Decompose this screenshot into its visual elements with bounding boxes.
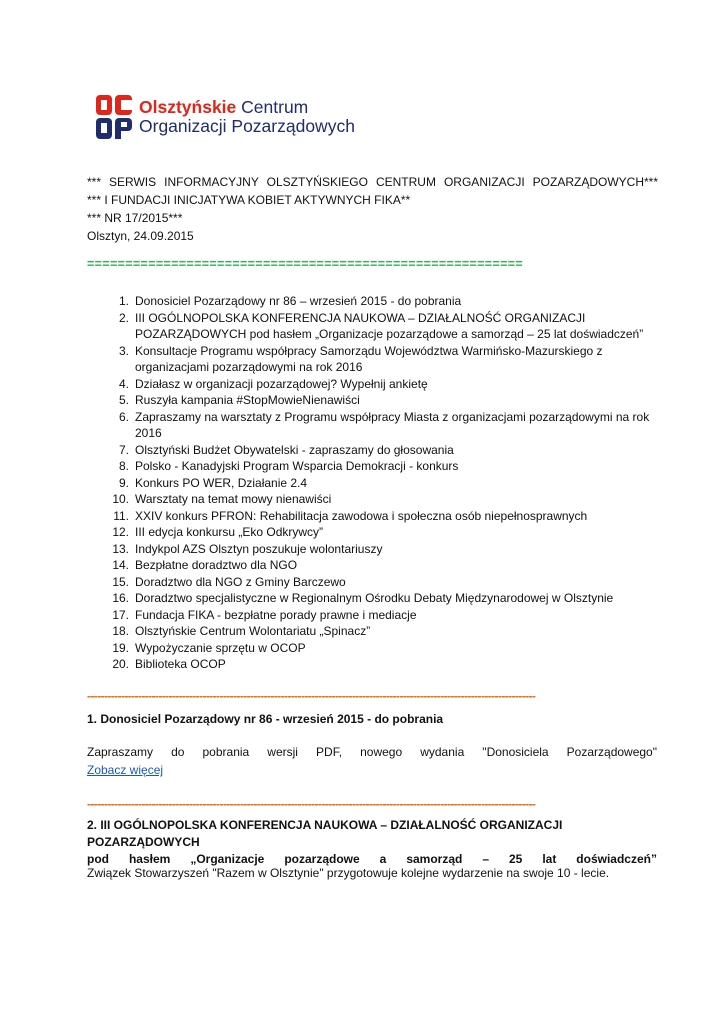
toc-item bbox=[107, 409, 667, 442]
logo-word-olsztynskie: Olsztyńskie bbox=[139, 97, 237, 117]
toc-item-text: Donosiciel Pozarządowy nr 86 – wrzesień 2015 - do pobrania bbox=[135, 294, 462, 308]
toc-item bbox=[107, 392, 667, 409]
toc-item bbox=[107, 376, 667, 393]
toc-item-number: 17. bbox=[112, 607, 129, 622]
toc-item bbox=[107, 557, 667, 574]
toc-item-number: 8. bbox=[118, 459, 129, 473]
toc-item-text: Fundacja FIKA - bezpłatne porady prawne i mediacje bbox=[135, 607, 417, 622]
toc-item bbox=[107, 458, 667, 475]
section-2-title-line-2: pod hasłem „Organizacje pozarządowe a samorząd – 25 lat doświadczeń” bbox=[87, 852, 657, 866]
toc-item-number: 18. bbox=[112, 624, 129, 638]
toc-item-text: Konkurs PO WER, Działanie 2.4 bbox=[135, 475, 308, 490]
toc-item-number: 1. bbox=[118, 294, 129, 308]
logo-line-2: Organizacji Pozarządowych bbox=[139, 116, 355, 136]
section-1-body bbox=[87, 743, 657, 779]
toc-item bbox=[107, 607, 667, 624]
equals-separator: ========================================================= bbox=[87, 257, 524, 271]
header-line-3: *** NR 17/2015*** bbox=[87, 211, 183, 225]
toc-item-number: 19. bbox=[112, 640, 129, 655]
toc-item-number: 6. bbox=[118, 409, 129, 424]
header-date: Olsztyn, 24.09.2015 bbox=[87, 229, 194, 243]
section-2-title-line-1: 2. III OGÓLNOPOLSKA KONFERENCJA NAUKOWA – DZIAŁALNOŚĆ ORGANIZACJI POZARZĄDOWYCH bbox=[87, 818, 563, 849]
toc-item-number: 4. bbox=[118, 376, 129, 391]
toc-item-number: 9. bbox=[118, 475, 129, 490]
toc-item bbox=[107, 293, 667, 310]
toc-item-text: XXIV konkurs PFRON: Rehabilitacja zawodowa i społeczna osób niepełnosprawnych bbox=[135, 508, 588, 523]
toc-item-number: 20. bbox=[112, 657, 129, 671]
toc-item bbox=[107, 442, 667, 459]
logo-wordmark bbox=[139, 98, 355, 136]
toc-item-number: 2. bbox=[118, 310, 129, 325]
toc-item-text: Doradztwo specjalistyczne w Regionalnym Ośrodku Debaty Międzynarodowej w Olsztynie bbox=[135, 591, 614, 605]
toc-item-text: Olsztyńskie Centrum Wolontariatu „Spinacz” bbox=[135, 624, 371, 638]
header-line-2: *** I FUNDACJI INICJATYWA KOBIET AKTYWNYCH FIKA** bbox=[87, 193, 411, 207]
toc-item-text: Indykpol AZS Olsztyn poszukuje wolontariuszy bbox=[135, 541, 383, 556]
toc-item bbox=[107, 310, 667, 343]
toc-item bbox=[107, 590, 667, 607]
logo-word-centrum: Centrum bbox=[241, 97, 309, 117]
toc-item bbox=[107, 656, 667, 673]
toc-item bbox=[107, 508, 667, 525]
see-more-link[interactable]: Zobacz więcej bbox=[87, 763, 164, 777]
toc-item-text: Doradztwo dla NGO z Gminy Barczewo bbox=[135, 574, 346, 589]
toc-item bbox=[107, 623, 667, 640]
section-1-title: 1. Donosiciel Pozarządowy nr 86 - wrzesień 2015 - do pobrania bbox=[87, 712, 444, 726]
toc-item-text: III OGÓLNOPOLSKA KONFERENCJA NAUKOWA – DZIAŁALNOŚĆ ORGANIZACJI POZARZĄDOWYCH pod hasłem „Organizacje pozarządowe a samorząd – 25 lat doświadczeń” bbox=[135, 310, 644, 341]
section-2-title bbox=[87, 817, 657, 868]
toc-item-number: 7. bbox=[118, 442, 129, 457]
ocop-logo bbox=[96, 95, 355, 139]
toc-item-number: 12. bbox=[112, 525, 129, 539]
toc-item bbox=[107, 541, 667, 558]
toc-item-number: 14. bbox=[112, 558, 129, 572]
toc-item-text: Polsko - Kanadyjski Program Wsparcia Demokracji - konkurs bbox=[135, 459, 459, 473]
toc-item-number: 13. bbox=[112, 541, 129, 556]
toc-item bbox=[107, 574, 667, 591]
section-2-body: Związek Stowarzyszeń "Razem w Olsztynie" przygotowuje kolejne wydarzenie na swoje 10 - lecie. bbox=[87, 866, 610, 880]
toc-item bbox=[107, 640, 667, 657]
toc-item-number: 3. bbox=[118, 343, 129, 358]
toc-item-text: Ruszyła kampania #StopMowieNienawiści bbox=[135, 393, 360, 407]
toc-item-text: Warsztaty na temat mowy nienawiści bbox=[135, 492, 332, 506]
toc-item-text: Wypożyczanie sprzętu w OCOP bbox=[135, 640, 306, 655]
toc-item-number: 16. bbox=[112, 591, 129, 605]
logo-line-1 bbox=[139, 98, 355, 117]
toc-item-text: Zapraszamy na warsztaty z Programu współpracy Miasta z organizacjami pozarządowymi na rok 2016 bbox=[135, 409, 650, 440]
dash-separator-1: ------------------------------------------------------------------------------------------------------------------------------------ bbox=[87, 689, 536, 703]
toc-item bbox=[107, 475, 667, 492]
toc-item-text: Biblioteka OCOP bbox=[135, 657, 226, 671]
toc-item-number: 15. bbox=[112, 574, 129, 589]
table-of-contents bbox=[107, 293, 667, 673]
toc-item-number: 10. bbox=[112, 492, 129, 506]
newsletter-header bbox=[87, 173, 658, 245]
toc-item-text: Olsztyński Budżet Obywatelski - zapraszamy do głosowania bbox=[135, 442, 454, 457]
toc-item-number: 11. bbox=[113, 508, 129, 523]
toc-item bbox=[107, 491, 667, 508]
toc-item-text: Działasz w organizacji pozarządowej? Wypełnij ankietę bbox=[135, 376, 428, 391]
toc-item-text: Bezpłatne doradztwo dla NGO bbox=[135, 558, 298, 572]
dash-separator-2: ------------------------------------------------------------------------------------------------------------------------------------ bbox=[87, 797, 536, 811]
toc-item bbox=[107, 524, 667, 541]
ocop-logo-mark-icon bbox=[96, 95, 132, 139]
toc-item bbox=[107, 343, 667, 376]
toc-item-number: 5. bbox=[118, 393, 129, 407]
header-line-1: *** SERWIS INFORMACYJNY OLSZTYŃSKIEGO CENTRUM ORGANIZACJI POZARZĄDOWYCH*** bbox=[87, 175, 658, 189]
toc-item-text: III edycja konkursu „Eko Odkrywcy” bbox=[135, 525, 324, 539]
section-1-text: Zapraszamy do pobrania wersji PDF, nowego wydania "Donosiciela Pozarządowego" bbox=[87, 745, 657, 759]
toc-item-text: Konsultacje Programu współpracy Samorządu Województwa Warmińsko-Mazurskiego z organizacjami pozarządowymi na rok 2016 bbox=[135, 343, 603, 374]
